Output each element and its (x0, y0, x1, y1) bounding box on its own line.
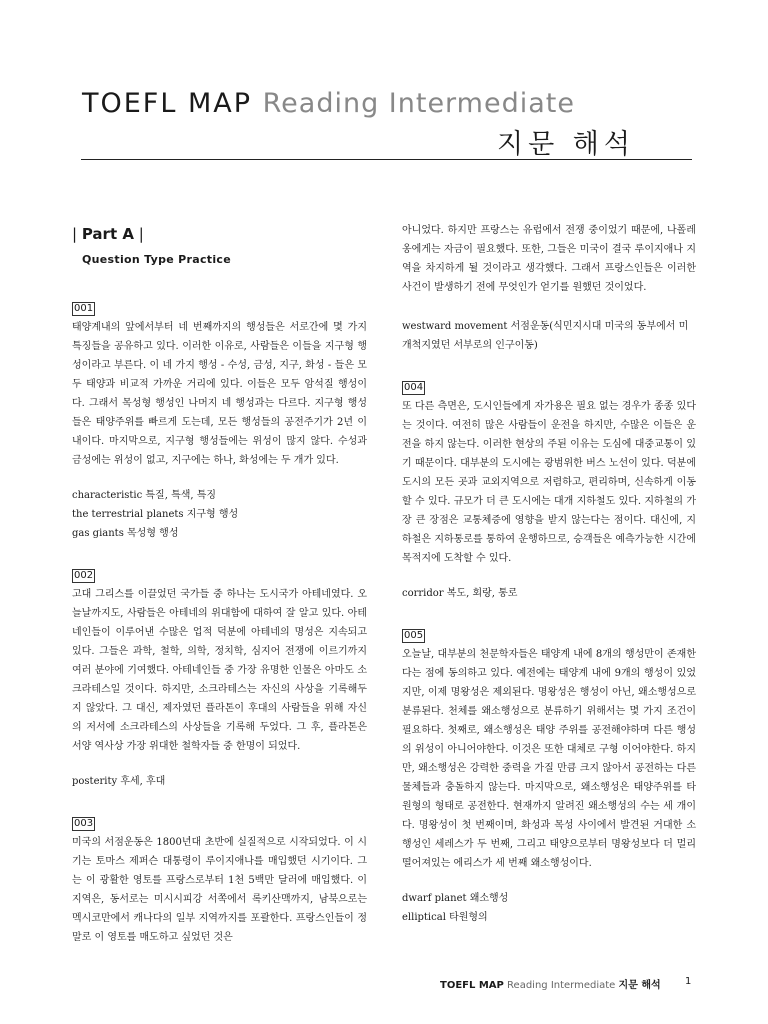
title-main: TOEFL MAP (82, 88, 253, 119)
passage-number: 005 (404, 630, 424, 641)
left-column (72, 222, 367, 947)
passage-text: 미국의 서점운동은 1800년대 초반에 실질적으로 시작되었다. 이 시기는 토마스 제퍼슨 대통령이 루이지애나를 매입했던 시기이다. 그는 이 광활한 영토를 프랑스로부터 1천 5백만 달러에 매입했다. 이 지역은, 동서로는 미시시피강 서쪽에서 록키산맥까지, 남북으로는 멕시코만에서 캐나다의 일부 지역까지를 포괄한다. 프랑스인들이 정말로 이 영토를 매도하고 싶었던 것은 (72, 837, 367, 943)
vocab-list (72, 772, 367, 791)
section-title: Question Type Practice (82, 253, 232, 266)
vocab-item: gas giants 목성형 행성 (72, 528, 179, 539)
footer-title-main: TOEFL MAP (440, 980, 504, 991)
part-heading (72, 222, 367, 246)
vocab-item: posterity 후세, 후대 (72, 776, 166, 787)
passage-number: 003 (74, 818, 94, 829)
vocab-item: westward movement 서점운동(식민지시대 미국의 동부에서 미개척지였던 서부로의 인구이동) (402, 321, 689, 351)
bar-left: | (72, 225, 82, 243)
vocab-list (72, 486, 367, 543)
passage-number: 001 (74, 303, 94, 314)
footer-subtitle: 지문 해석 (618, 980, 661, 991)
vocab-list (402, 584, 696, 603)
vocab-list (402, 317, 696, 355)
passage-text: 또 다른 측면은, 도시인들에게 자가용은 필요 없는 경우가 종종 있다는 것이다. 여전히 많은 사람들이 운전을 하지만, 수많은 이들은 운전을 하지 않는다. 이러한 현상의 주된 이유는 도심에 대중교통이 있기 때문이다. 대부분의 도시에는 광범위한 버스 노선이 있다. 덕분에 도시의 모든 곳과 교외지역으로 저렴하고, 편리하며, 신속하게 이동할 수 있다. 규모가 더 큰 도시에는 대개 지하철도 있다. 지하철의 가장 큰 장점은 교통체증에 영향을 받지 않는다는 점이다. 대신에, 지하철은 지하통로를 통하여 운행하므로, 승객들은 예측가능한 시간에 목적지에 도착할 수 있다. (402, 401, 696, 564)
passage-text: 오늘날, 대부분의 천문학자들은 태양계 내에 8개의 행성만이 존재한다는 점에 동의하고 있다. 예전에는 태양계 내에 9개의 행성이 있었지만, 이제 명왕성은 제외된다. 명왕성은 행성이 아닌, 왜소행성으로 분류된다. 천체를 왜소행성으로 분류하기 위해서는 몇 가지 조건이 필요하다. 첫째로, 왜소행성은 태양 주위를 공전해야하며 다른 행성의 위성이 아니어야한다. 이것은 또한 대체로 구형 이어야한다. 하지만, 왜소행성은 강력한 중력을 가질 만큼 크지 않아서 공전하는 다른 물체들과 충돌하지 않는다. 마지막으로, 왜소행성은 태양주위를 타원형의 형태로 공전한다. 현재까지 알려진 왜소행성의 수는 세 개이다. 명왕성이 첫 번째이며, 화성과 목성 사이에서 발견된 거대한 소행성인 세레스가 두 번째, 그리고 태양으로부터 명왕성보다 더 멀리 떨어져있는 에리스가 세 번째 왜소행성이다. (402, 649, 696, 869)
passage-003 (72, 805, 367, 947)
title-sub: Reading Intermediate (262, 88, 575, 119)
part-label: Part A (81, 225, 134, 243)
passage-number: 002 (74, 570, 94, 581)
passage-001 (72, 290, 367, 543)
page-number: 1 (685, 976, 692, 987)
passage-text: 고대 그리스를 이끌었던 국가들 중 하나는 도시국가 아테네였다. 오늘날까지도, 사람들은 아테네의 위대함에 대하여 잘 알고 있다. 아테네인들이 이루어낸 수많은 업적 덕분에 아테네의 명성은 지속되고 있다. 그들은 과학, 철학, 의학, 정치학, 심지어 전쟁에 이르기까지 여러 분야에 기여했다. 아테네인들 중 가장 유명한 인물은 아마도 소크라테스일 것이다. 하지만, 소크라테스는 자신의 사상을 기록해두지 않았다. 그 대신, 제자였던 플라톤이 후대의 사람들을 위해 자신의 저서에 소크라테스의 사상들을 기록해 두었다. 그 후, 플라톤은 서양 역사상 가장 위대한 철학자들 중 한명이 되었다. (72, 589, 367, 752)
footer-title-sub: Reading Intermediate (507, 980, 616, 991)
passage-text: 태양계내의 앞에서부터 네 번째까지의 행성들은 서로간에 몇 가지 특징들을 공유하고 있다. 이러한 이유로, 사람들은 이들을 지구형 행성이라고 부른다. 이 네 가지 행성 - 수성, 금성, 지구, 화성 - 들은 모두 태양과 비교적 가까운 거리에 있다. 이들은 모두 암석질 행성이다. 그래서 목성형 행성인 나머지 네 행성과는 다르다. 지구형 행성들은 태양주위를 빠르게 도는데, 모든 행성들의 공전주기가 2년 이내이다. 마지막으로, 지구형 행성들에는 위성이 많지 않다. 수성과 금성에는 위성이 없고, 지구에는 하나, 화성에는 두 개가 있다. (72, 322, 367, 466)
right-column (402, 221, 696, 941)
vocab-item: characteristic 특질, 특색, 특징 (72, 490, 217, 501)
vocab-list (402, 889, 696, 927)
document-subtitle: 지문 해석 (497, 129, 635, 160)
passage-005 (402, 617, 696, 927)
bar-right: | (133, 225, 144, 243)
passage-002 (72, 557, 367, 791)
document-title (82, 88, 575, 119)
passage-004 (402, 369, 696, 603)
page-footer (440, 976, 692, 991)
passage-number: 004 (404, 382, 424, 393)
vocab-item: dwarf planet 왜소행성 (402, 893, 509, 904)
passage-003-continued: 아니었다. 하지만 프랑스는 유럽에서 전쟁 중이었기 때문에, 나폴레옹에게는 자금이 필요했다. 또한, 그들은 미국이 결국 루이지애나 지역을 차지하게 될 것이라고 생각했다. 그래서 프랑스인들은 이러한 사건이 발생하기 전에 무엇인가 얻기를 원했던 것이었다. (402, 225, 696, 293)
vocab-item: the terrestrial planets 지구형 행성 (72, 509, 239, 520)
header-rule (81, 159, 692, 160)
vocab-item: elliptical 타원형의 (402, 912, 488, 923)
vocab-item: corridor 복도, 회랑, 통로 (402, 588, 518, 599)
